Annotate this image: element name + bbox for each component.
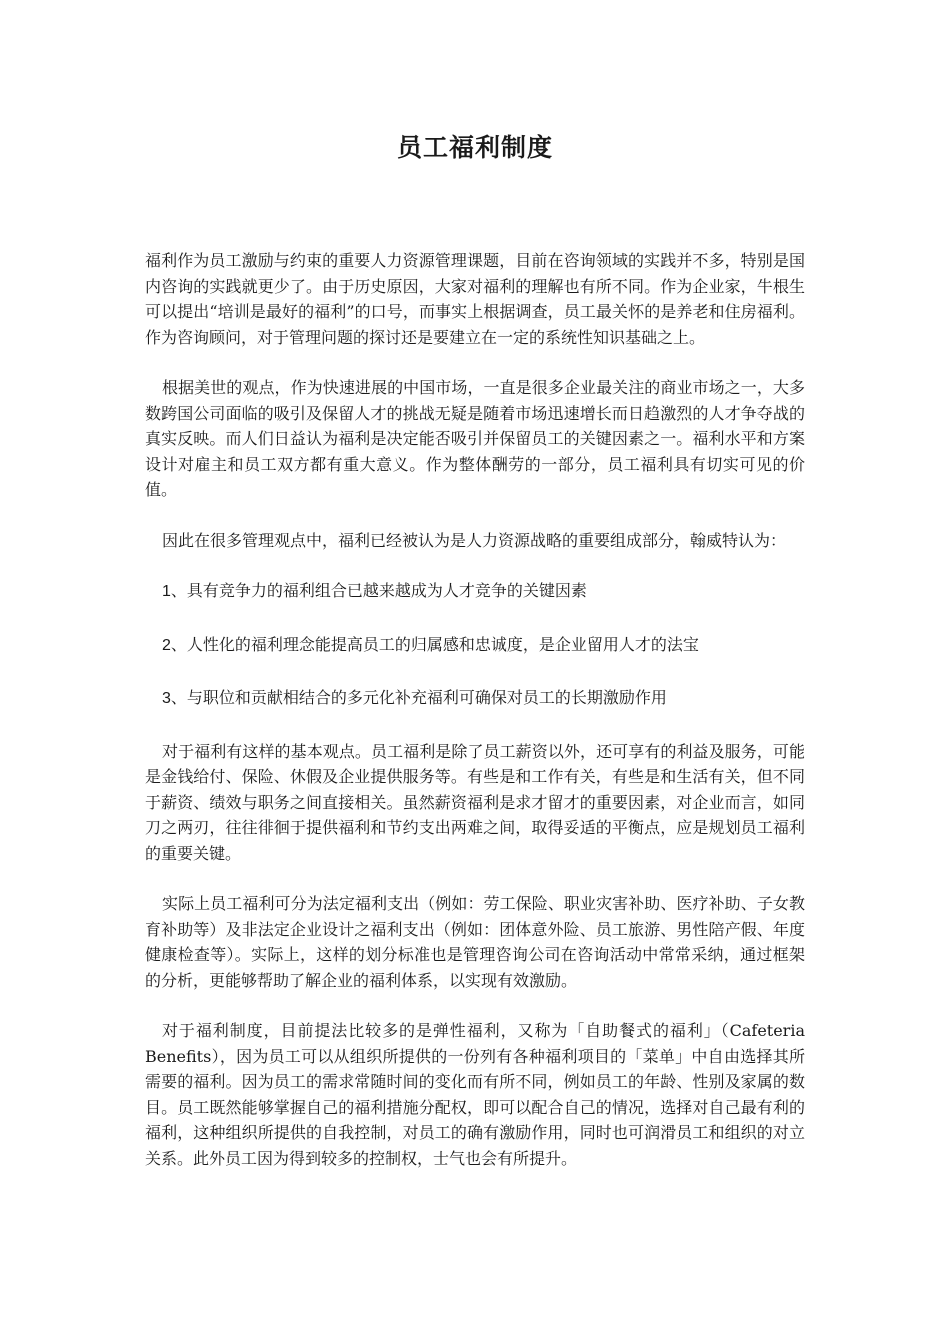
list-item xyxy=(145,632,805,659)
paragraph-intro: 福利作为员工激励与约束的重要人力资源管理课题，目前在咨询领域的实践并不多，特别是国内咨询的实践就更少了。由于历史原因，大家对福利的理解也有所不同。作为企业家，牛根生可以提出“培训是最好的福利”的口号，而事实上根据调查，员工最关怀的是养老和住房福利。作为咨询顾问，对于管理问题的探讨还是要建立在一定的系统性知识基础之上。 xyxy=(145,251,805,347)
page-title: 员工福利制度 xyxy=(396,133,553,162)
paragraph-categories: 实际上员工福利可分为法定福利支出（例如：劳工保险、职业灾害补助、医疗补助、子女教育补助等）及非法定企业设计之福利支出（例如：团体意外险、员工旅游、男性陪产假、年度健康检查等）。实际上，这样的划分标准也是管理咨询公司在咨询活动中常常采纳，通过框架的分析，更能够帮助了解企业的福利体系，以实现有效激励。 xyxy=(145,894,805,990)
list-item-number: 1 xyxy=(162,583,171,600)
paragraph-hewitt: 因此在很多管理观点中，福利已经被认为是人力资源战略的重要组成部分，翰威特认为： xyxy=(162,530,787,550)
paragraph-basic-view: 对于福利有这样的基本观点。员工福利是除了员工薪资以外，还可享有的利益及服务，可能是金钱给付、保险、休假及企业提供服务等。有些是和工作有关，有些是和生活有关，但不同于薪资、绩效与职务之间直接相关。虽然薪资福利是求才留才的重要因素，对企业而言，如同刀之两刃，往往徘徊于提供福利和节约支出两难之间，取得妥适的平衡点，应是规划员工福利的重要关键。 xyxy=(145,741,805,863)
list-item-number: 3 xyxy=(162,690,171,707)
list-item-number: 2 xyxy=(162,636,171,654)
paragraph-mercer: 根据美世的观点，作为快速进展的中国市场，一直是很多企业最关注的商业市场之一，大多数跨国公司面临的吸引及保留人才的挑战无疑是随着市场迅速增长而日趋激烈的人才争夺战的真实反映。而人们日益认为福利是决定能否吸引并保留员工的关键因素之一。福利水平和方案设计对雇主和员工双方都有重大意义。作为整体酬劳的一部分，员工福利具有切实可见的价值。 xyxy=(145,378,805,499)
paragraph-flexible-benefits: 对于福利制度，目前提法比较多的是弹性福利，又称为「自助餐式的福利」（Cafeteria Benefits），因为员工可以从组织所提供的一份列有各种福利项目的「菜单」中自由选择其所需要的福利。因为员工的需求常随时间的变化而有所不同，例如员工的年龄、性别及家属的数目。员工既然能够掌握自己的福利措施分配权，即可以配合自己的情况，选择对自己最有利的福利，这种组织所提供的自我控制，对员工的确有激励作用，同时也可润滑员工和组织的对立关系。此外员工因为得到较多的控制权，士气也会有所提升。 xyxy=(145,1021,805,1168)
list-item xyxy=(145,578,805,605)
list-item xyxy=(145,685,805,712)
document-body xyxy=(145,248,805,1196)
list-item-text: 、人性化的福利理念能提高员工的归属感和忠诚度，是企业留用人才的法宝 xyxy=(170,634,699,654)
list-item-text: 、与职位和贡献相结合的多元化补充福利可确保对员工的长期激励作用 xyxy=(170,688,667,707)
list-item-text: 、具有竞争力的福利组合已越来越成为人才竞争的关键因素 xyxy=(170,581,587,600)
